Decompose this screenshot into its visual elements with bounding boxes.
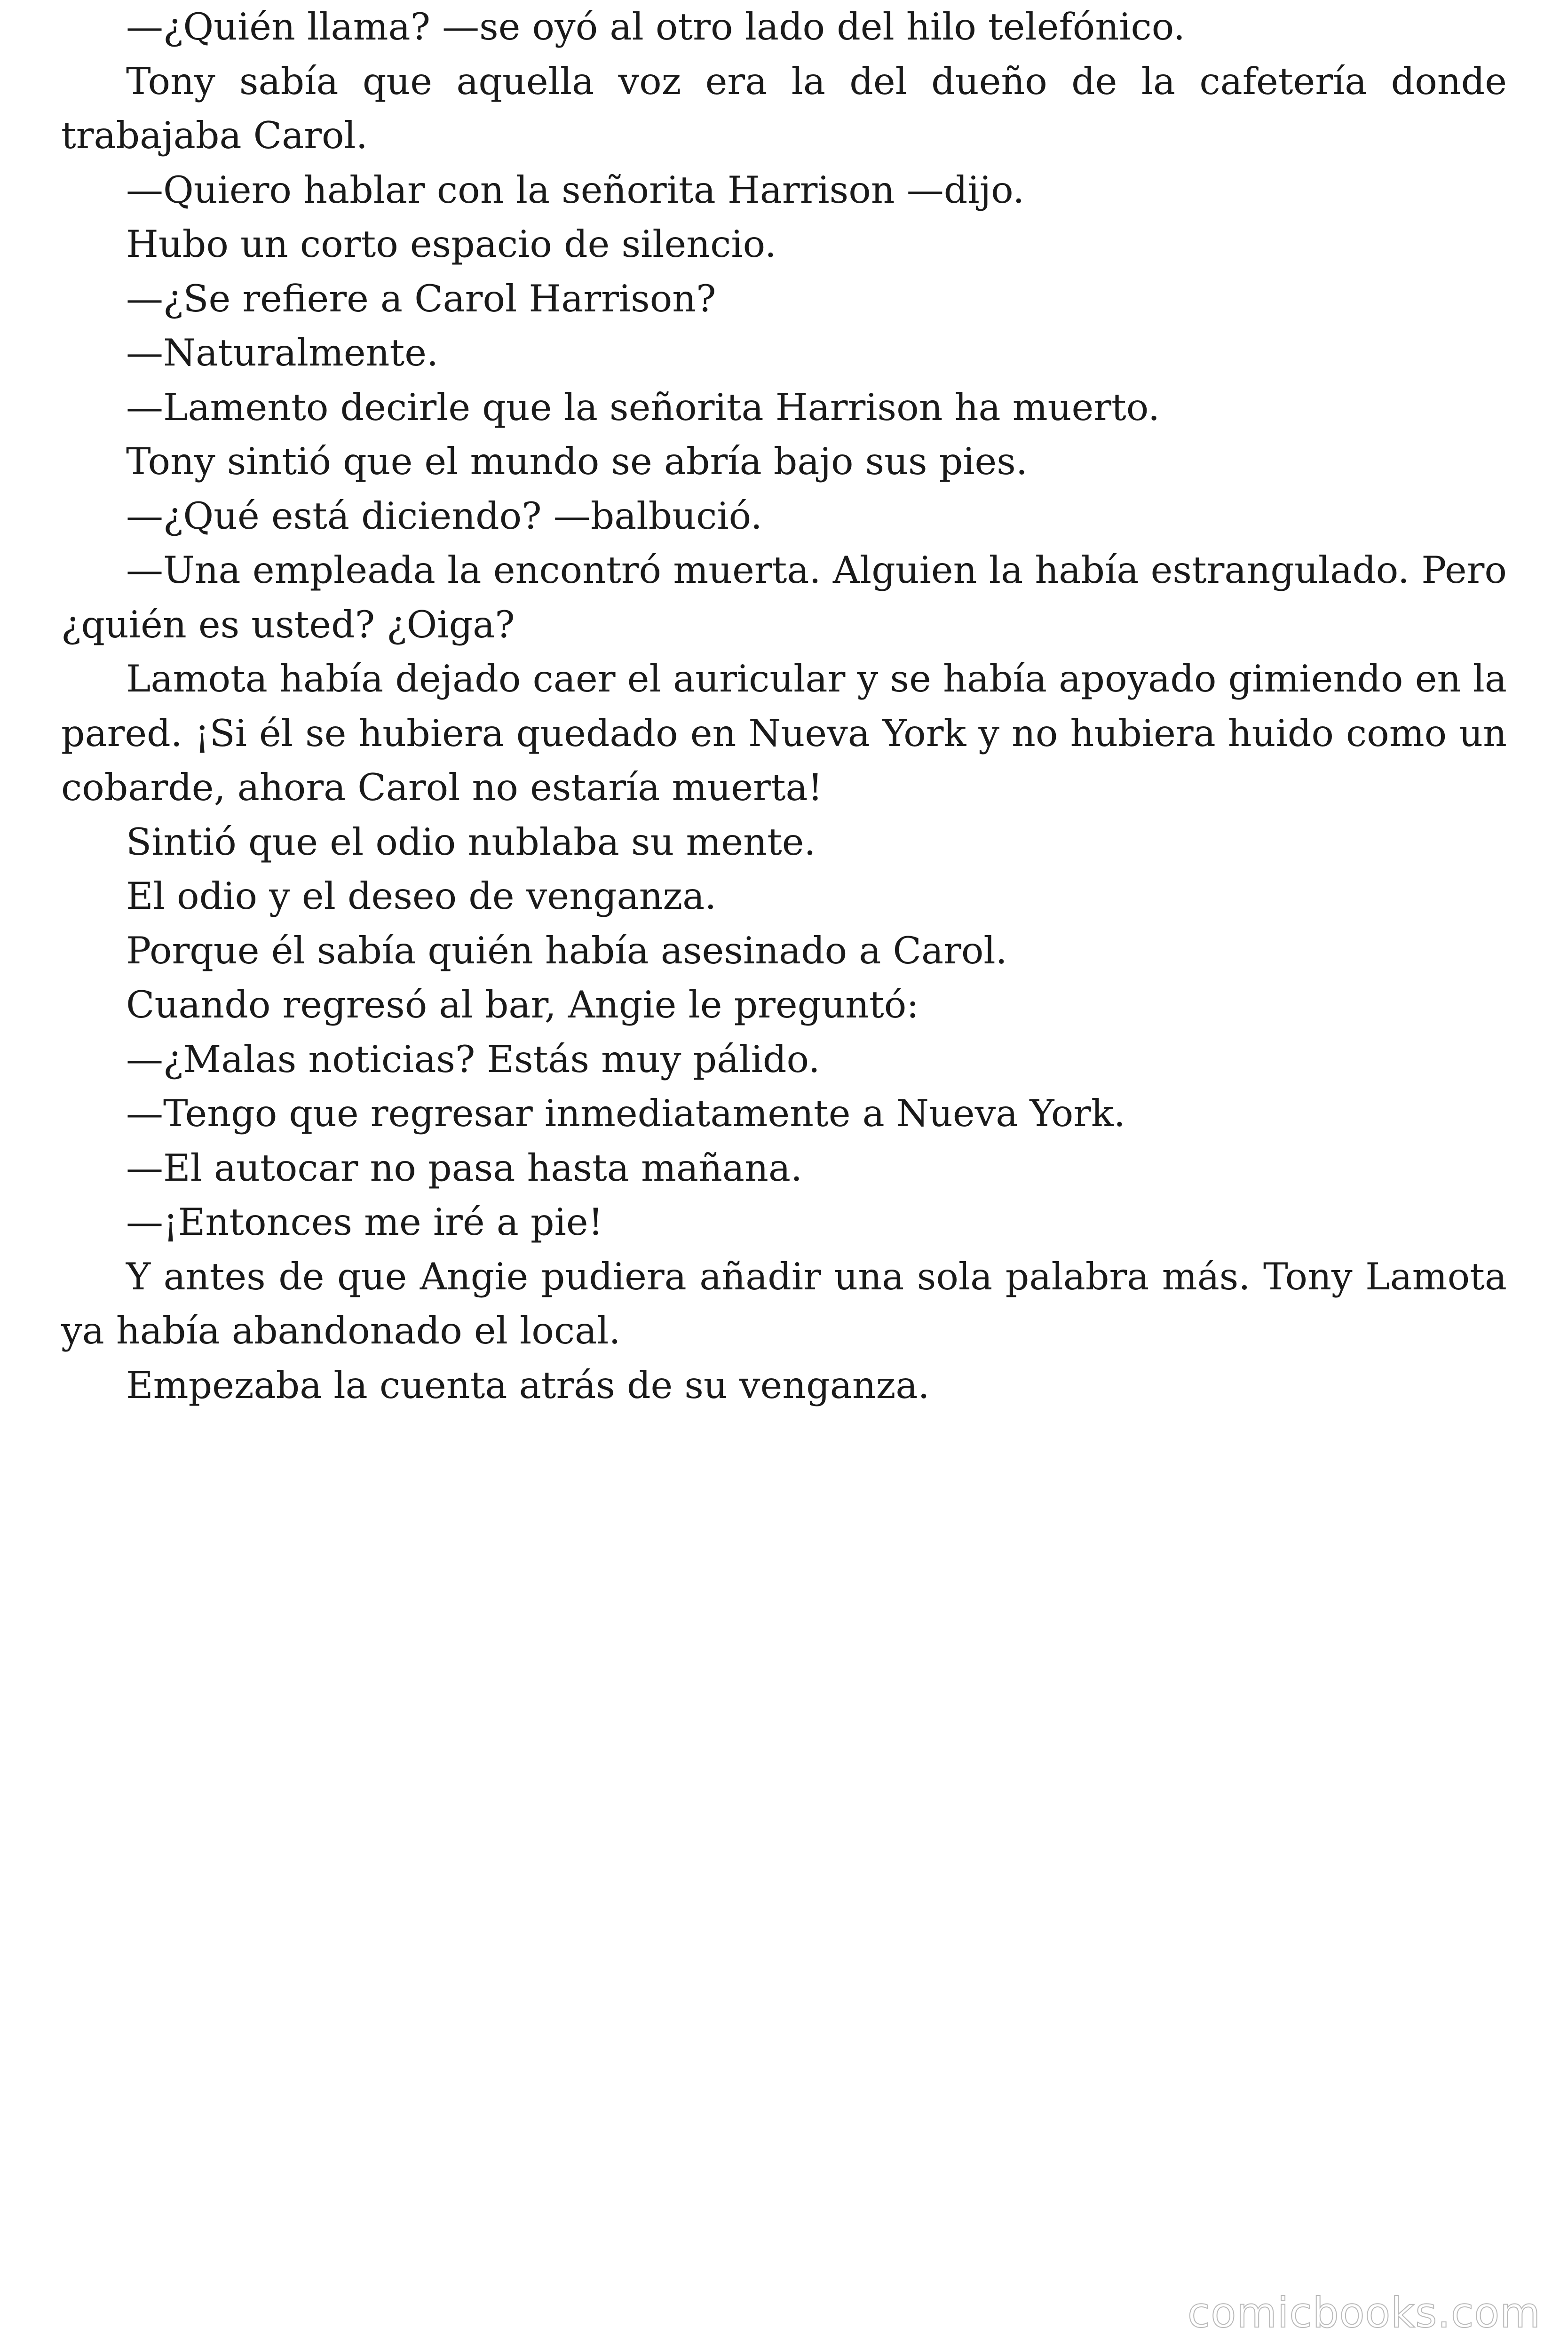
paragraph: —El autocar no pasa hasta mañana. — [126, 1146, 803, 1190]
paragraph: Hubo un corto espacio de silencio. — [126, 222, 776, 266]
paragraph: —Quiero hablar con la señorita Harrison —dijo. — [126, 168, 1025, 212]
paragraph: —¿Qué está diciendo? —balbució. — [126, 494, 762, 538]
watermark-logo: comicbooks.com — [1187, 2288, 1541, 2337]
paragraph: Y antes de que Angie pudiera añadir una sola palabra más. Tony Lamota ya había abandonado el local. — [61, 1255, 1507, 1352]
paragraph: —¿Malas noticias? Estás muy pálido. — [126, 1037, 820, 1081]
paragraph: —Tengo que regresar inmediatamente a Nueva York. — [126, 1092, 1126, 1135]
paragraph: Tony sintió que el mundo se abría bajo sus pies. — [126, 440, 1028, 483]
paragraph: Sintió que el odio nublaba su mente. — [126, 820, 816, 864]
paragraph: —Lamento decirle que la señorita Harrison ha muerto. — [126, 385, 1160, 429]
paragraph: —¡Entonces me iré a pie! — [126, 1200, 603, 1244]
paragraph: Empezaba la cuenta atrás de su venganza. — [126, 1363, 930, 1407]
paragraph: Tony sabía que aquella voz era la del dueño de la cafetería donde trabajaba Carol. — [61, 59, 1507, 157]
paragraph: Lamota había dejado caer el auricular y se había apoyado gimiendo en la pared. ¡Si él se hubiera quedado en Nueva York y no hubiera huido como un cobarde, ahora Carol no estaría muerta! — [61, 657, 1507, 809]
paragraph: —Una empleada la encontró muerta. Alguien la había estrangulado. Pero ¿quién es usted? ¿Oiga? — [61, 548, 1507, 646]
paragraph: —¿Quién llama? —se oyó al otro lado del hilo telefónico. — [126, 5, 1186, 48]
paragraph: —¿Se refiere a Carol Harrison? — [126, 277, 716, 320]
paragraph: Cuando regresó al bar, Angie le preguntó: — [126, 983, 919, 1026]
paragraph: —Naturalmente. — [126, 331, 439, 374]
book-page-text — [61, 0, 1507, 1413]
paragraph: El odio y el deseo de venganza. — [126, 874, 717, 918]
paragraph: Porque él sabía quién había asesinado a Carol. — [126, 929, 1007, 972]
